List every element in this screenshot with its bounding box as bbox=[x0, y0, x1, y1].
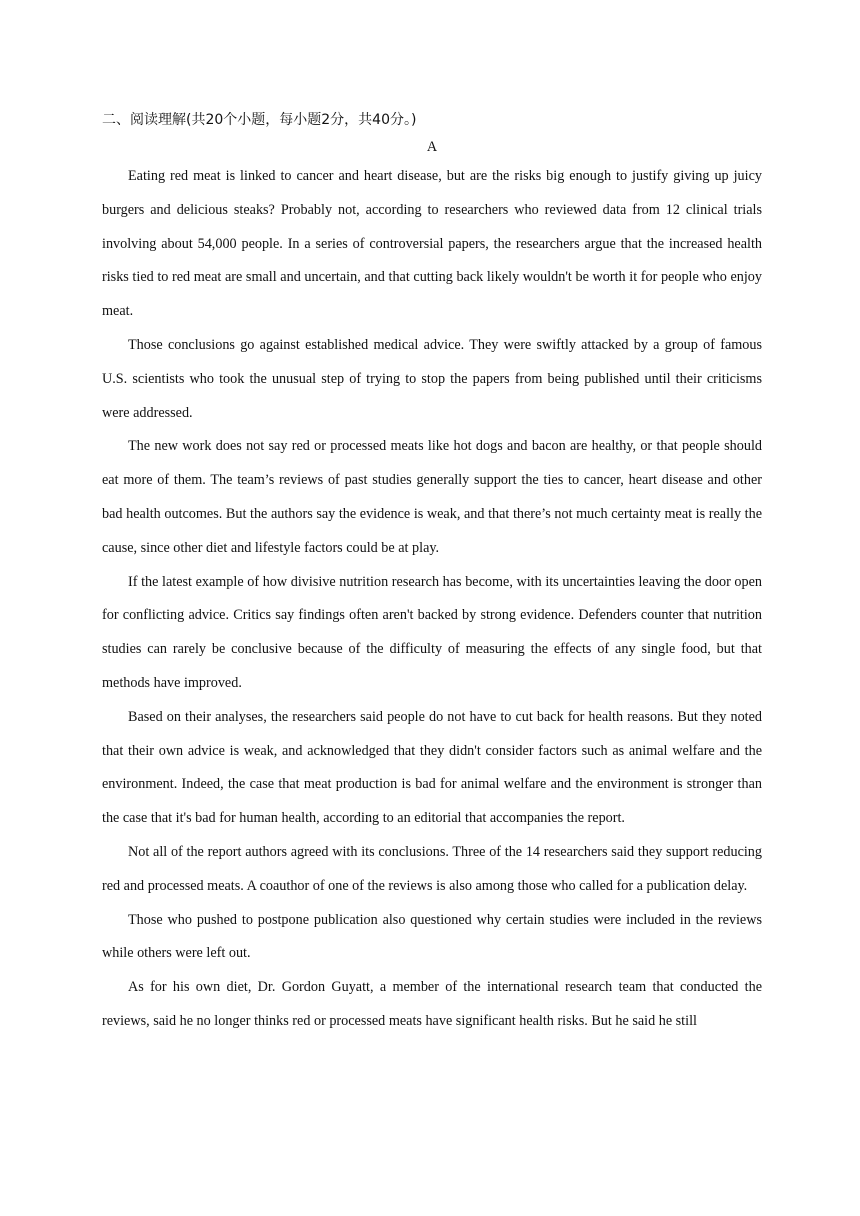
paragraph-2: Those conclusions go against established medical advice. They were swiftly attacked by a group of famous U.S. scientists who took the unusual step of trying to stop the papers from being published until their criticisms were addressed. bbox=[102, 336, 762, 421]
passage-label: A bbox=[426, 139, 438, 155]
document-body bbox=[102, 108, 762, 1039]
paragraph-5: Based on their analyses, the researchers said people do not have to cut back for health reasons. But they noted that their own advice is weak, and acknowledged that they didn't consider factors such as animal welfare and the environment. Indeed, the case that meat production is bad for animal welfare and the environment is stronger than the case that it's bad for human health, according to an editorial that accompanies the report. bbox=[102, 708, 762, 827]
paragraph-6: Not all of the report authors agreed with its conclusions. Three of the 14 researchers said they support reducing red and processed meats. A coauthor of one of the reviews is also among those who called for a publication delay. bbox=[102, 843, 762, 894]
paragraph-3: The new work does not say red or processed meats like hot dogs and bacon are healthy, or that people should eat more of them. The team’s reviews of past studies generally support the ties to cancer, heart disease and other bad health outcomes. But the authors say the evidence is weak, and that there’s not much certainty meat is really the cause, since other diet and lifestyle factors could be at play. bbox=[102, 438, 762, 556]
paragraph-7: Those who pushed to postpone publication also questioned why certain studies were included in the reviews while others were left out. bbox=[102, 911, 762, 962]
paragraph-1: Eating red meat is linked to cancer and heart disease, but are the risks big enough to justify giving up juicy burgers and delicious steaks? Probably not, according to researchers who reviewed data from 12 clinical trials involving about 54,000 people. In a series of controversial papers, the researchers argue that the increased health risks tied to red meat are small and uncertain, and that cutting back likely wouldn't be worth it for people who enjoy meat. bbox=[102, 168, 762, 320]
paragraph-8: As for his own diet, Dr. Gordon Guyatt, a member of the international research team that conducted the reviews, said he no longer thinks red or processed meats have significant health risks. But he said he still bbox=[102, 979, 762, 1029]
paragraph-4: If the latest example of how divisive nutrition research has become, with its uncertainties leaving the door open for conflicting advice. Critics say findings often aren't backed by strong evidence. Defenders counter that nutrition studies can rarely be conclusive because of the difficulty of measuring the effects of any single food, but that methods have improved. bbox=[102, 573, 762, 691]
section-heading: 二、阅读理解(共20个小题，每小题2分，共40分。) bbox=[102, 112, 417, 128]
